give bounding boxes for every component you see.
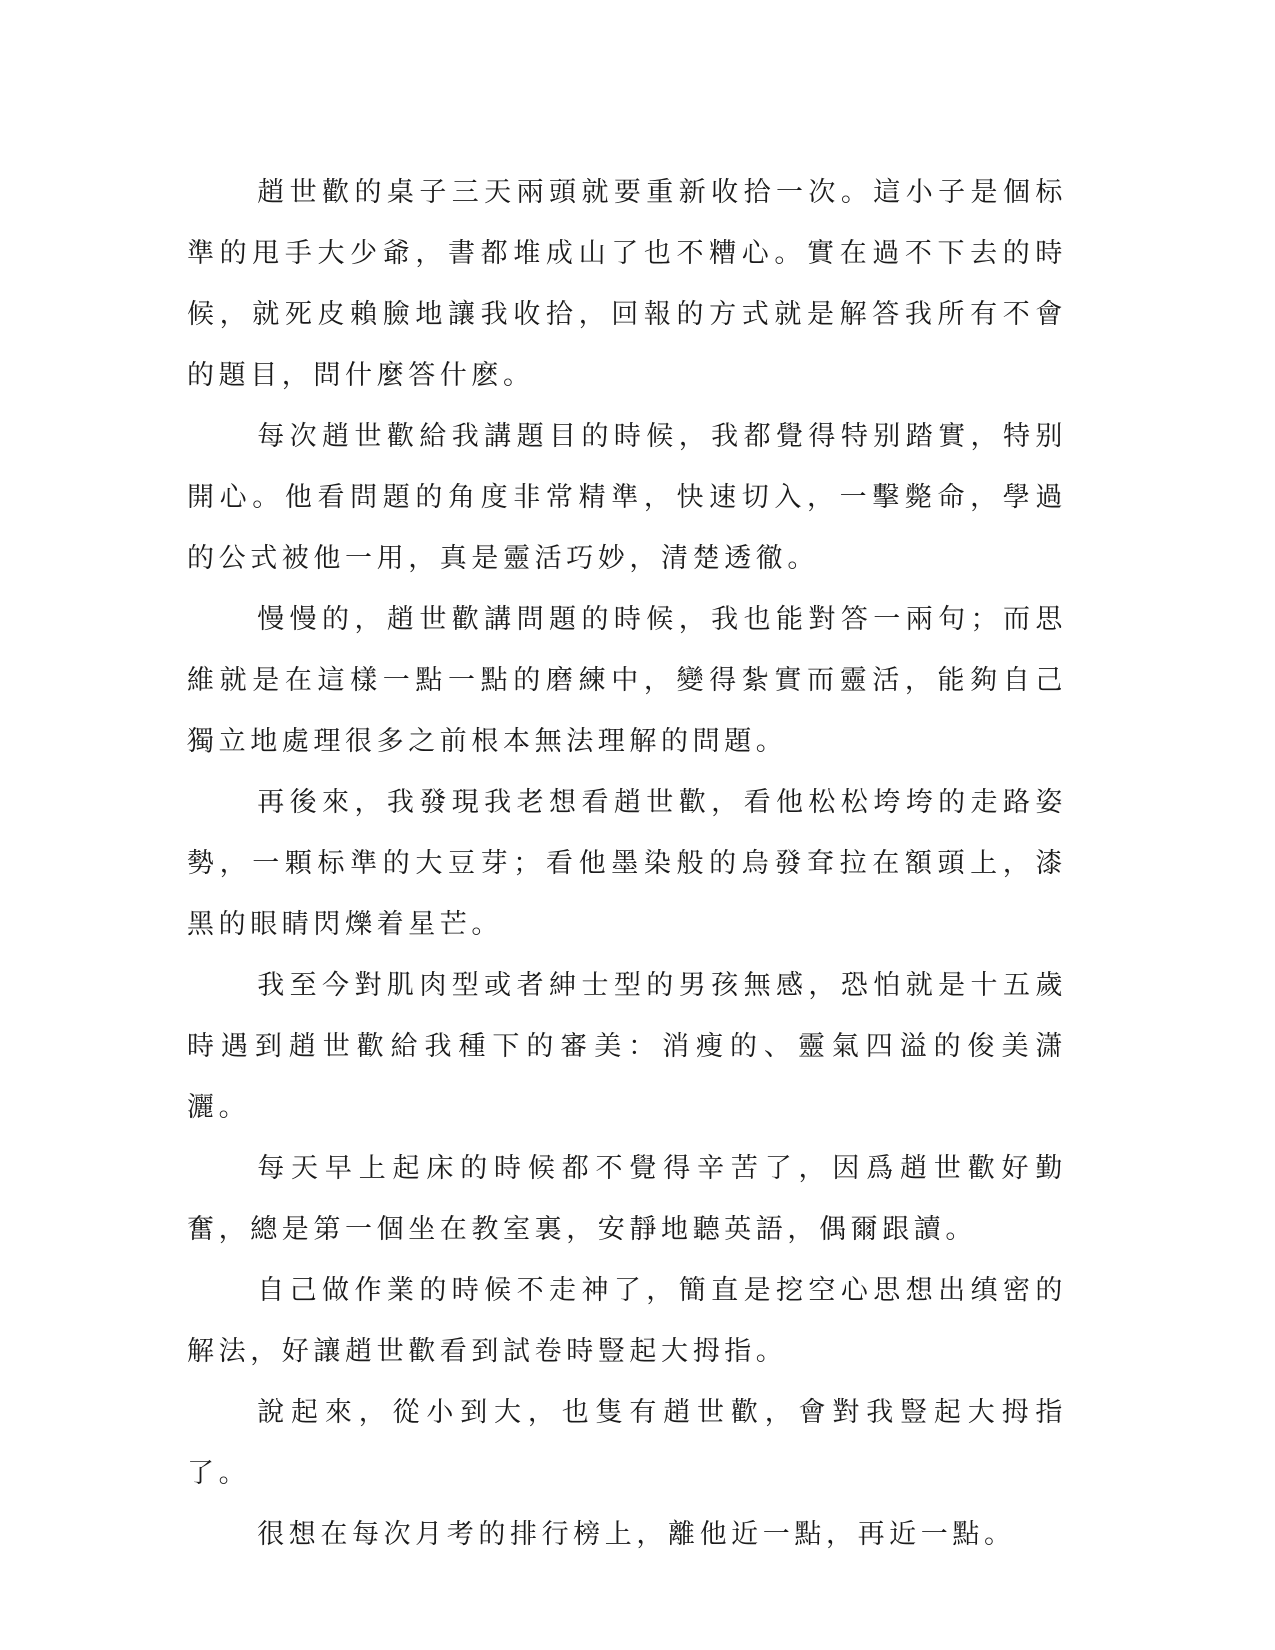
paragraph-3: 慢慢的，趙世歡講問題的時候，我也能對答一兩句；而思維就是在這樣一點一點的磨練中，變得紮實而靈活，能夠自己獨立地處理很多之前根本無法理解的問題。 [187, 604, 1067, 757]
paragraph-2: 每次趙世歡給我講題目的時候，我都覺得特别踏實，特别開心。他看問題的角度非常精準，快速切入，一擊斃命，學過的公式被他一用，真是靈活巧妙，清楚透徹。 [187, 421, 1067, 574]
paragraph-6: 每天早上起床的時候都不覺得辛苦了，因爲趙世歡好勤奮，總是第一個坐在教室裏，安靜地聽英語，偶爾跟讀。 [187, 1153, 1067, 1245]
paragraph-5: 我至今對肌肉型或者紳士型的男孩無感，恐怕就是十五歲時遇到趙世歡給我種下的審美：消瘦的、靈氣四溢的俊美潇灑。 [187, 970, 1067, 1123]
paragraph-7: 自己做作業的時候不走神了，簡直是挖空心思想出缜密的解法，好讓趙世歡看到試卷時豎起大拇指。 [187, 1275, 1067, 1367]
paragraph-8: 說起來，從小到大，也隻有趙世歡，會對我豎起大拇指了。 [187, 1397, 1067, 1489]
paragraph-4: 再後來，我發現我老想看趙世歡，看他松松垮垮的走路姿勢，一顆标準的大豆芽；看他墨染般的烏發耷拉在額頭上，漆黑的眼睛閃爍着星芒。 [187, 787, 1067, 940]
paragraph-9: 很想在每次月考的排行榜上，離他近一點，再近一點。 [257, 1519, 1016, 1550]
paragraph-1: 趙世歡的桌子三天兩頭就要重新收拾一次。這小子是個标準的甩手大少爺，書都堆成山了也不糟心。實在過不下去的時候，就死皮賴臉地讓我收拾，回報的方式就是解答我所有不會的題目，問什麼答什麽。 [187, 177, 1067, 391]
body-text [187, 162, 1067, 1565]
